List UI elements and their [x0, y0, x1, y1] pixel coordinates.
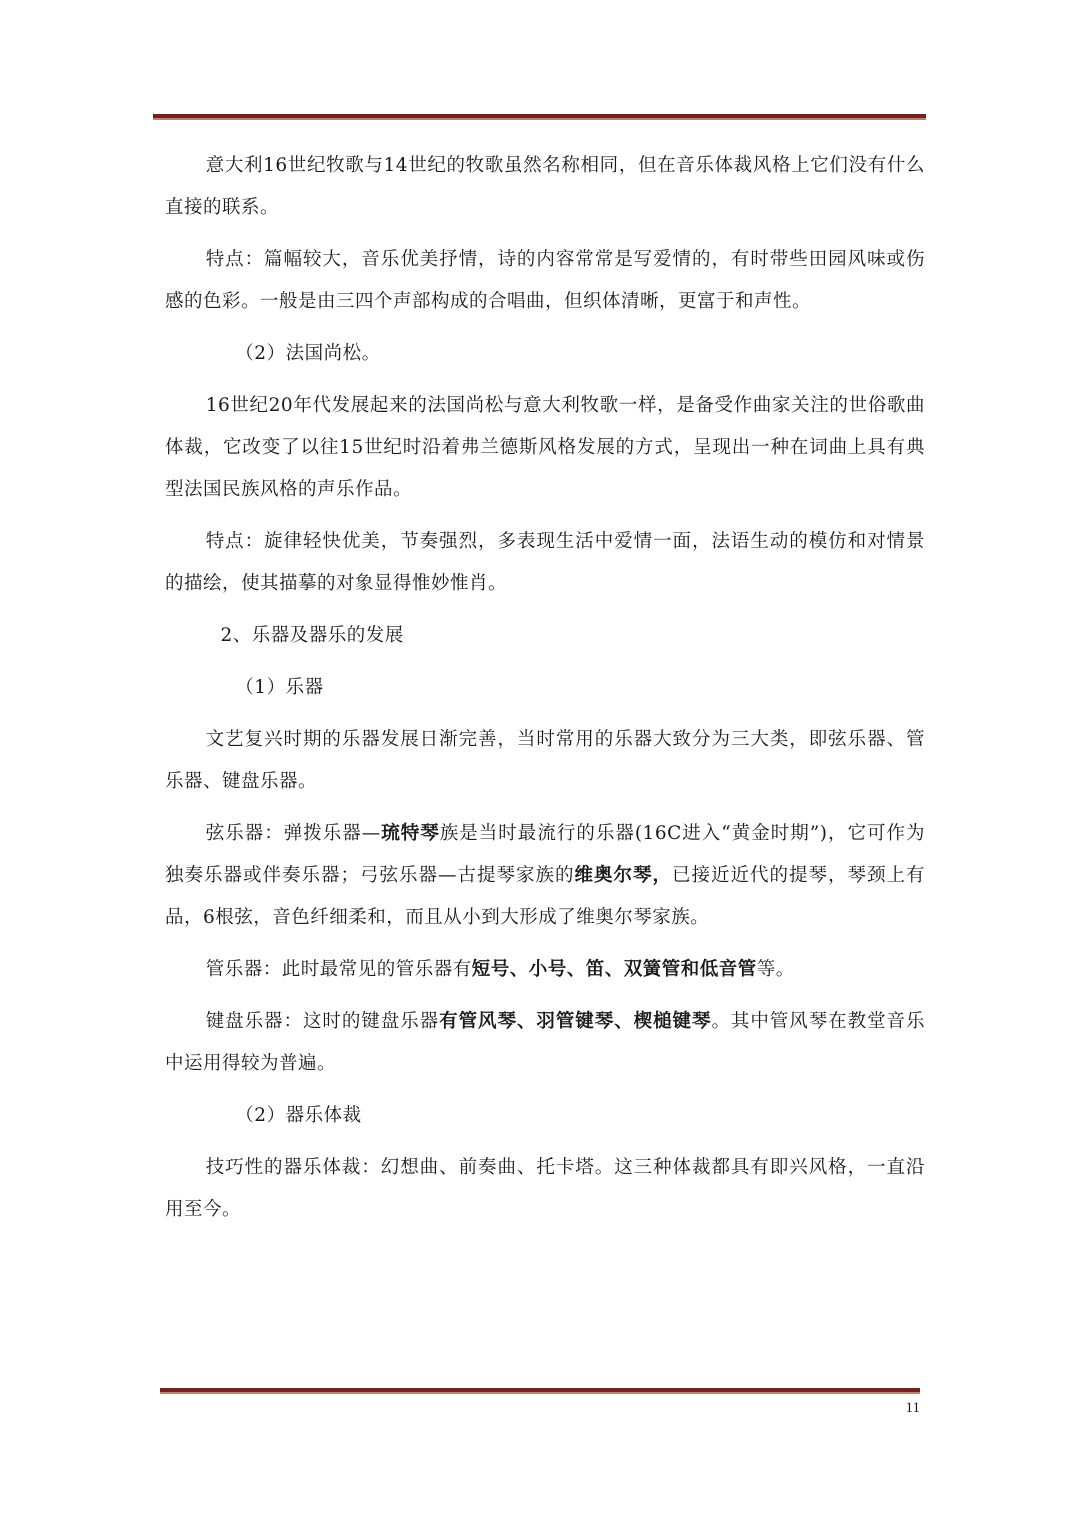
- text-run: 键盘乐器：这时的键盘乐器: [205, 1011, 440, 1032]
- page-number: 11: [905, 1400, 920, 1416]
- bold-term: 有管风琴、羽管键琴、楔槌键琴: [439, 1011, 712, 1032]
- paragraph: 16世纪20年代发展起来的法国尚松与意大利牧歌一样，是备受作曲家关注的世俗歌曲体裁，它改变了以往15世纪时沿着弗兰德斯风格发展的方式，呈现出一种在词曲上具有典型法国民族风格的声乐作品。: [165, 395, 925, 500]
- text-run: 等。: [756, 959, 795, 980]
- paragraph: [165, 1001, 925, 1085]
- text-run: 弦乐器：弹拨乐器—: [205, 823, 381, 844]
- section-heading: 2、乐器及器乐的发展: [220, 625, 404, 646]
- page-body: [165, 145, 925, 1241]
- paragraph: [165, 949, 925, 991]
- paragraph: 特点：旋律轻快优美，节奏强烈，多表现生活中爱情一面，法语生动的模仿和对情景的描绘，使其描摹的对象显得惟妙惟肖。: [165, 531, 925, 594]
- text-run: 已接近近代的提琴，琴颈上有品，6根弦，音色纤细柔和，而且从小到大形成了维奥尔琴家族。: [165, 865, 925, 928]
- paragraph: 文艺复兴时期的乐器发展日渐完善，当时常用的乐器大致分为三大类，即弦乐器、管乐器、键盘乐器。: [165, 729, 925, 792]
- text-run: 。其中管风琴在教堂音乐中运用得较为普遍。: [165, 1011, 925, 1074]
- section-heading: （2）法国尚松。: [235, 343, 381, 364]
- bold-term: 短号、小号、笛、双簧管和低音管: [471, 959, 757, 980]
- section-heading: （1）乐器: [235, 677, 324, 698]
- bold-term: 琉特琴: [380, 823, 440, 844]
- paragraph: 意大利16世纪牧歌与14世纪的牧歌虽然名称相同，但在音乐体裁风格上它们没有什么直接的联系。: [165, 155, 925, 218]
- bold-term: 维奥尔琴，: [574, 865, 672, 886]
- section-heading: （2）器乐体裁: [235, 1105, 362, 1126]
- paragraph: 特点：篇幅较大，音乐优美抒情，诗的内容常常是写爱情的，有时带些田园风味或伤感的色彩。一般是由三四个声部构成的合唱曲，但织体清晰，更富于和声性。: [165, 249, 925, 312]
- paragraph: [165, 813, 925, 939]
- text-run: 管乐器：此时最常见的管乐器有: [205, 959, 472, 980]
- footer-rule: [160, 1388, 920, 1394]
- paragraph: 技巧性的器乐体裁：幻想曲、前奏曲、托卡塔。这三种体裁都具有即兴风格，一直沿用至今。: [165, 1157, 925, 1220]
- header-rule: [153, 114, 926, 120]
- text-run: 族是当时最流行的乐器(16C进入“黄金时期”)，它可作为独奏乐器或伴奏乐器；弓弦乐器—古提琴家族的: [165, 823, 925, 886]
